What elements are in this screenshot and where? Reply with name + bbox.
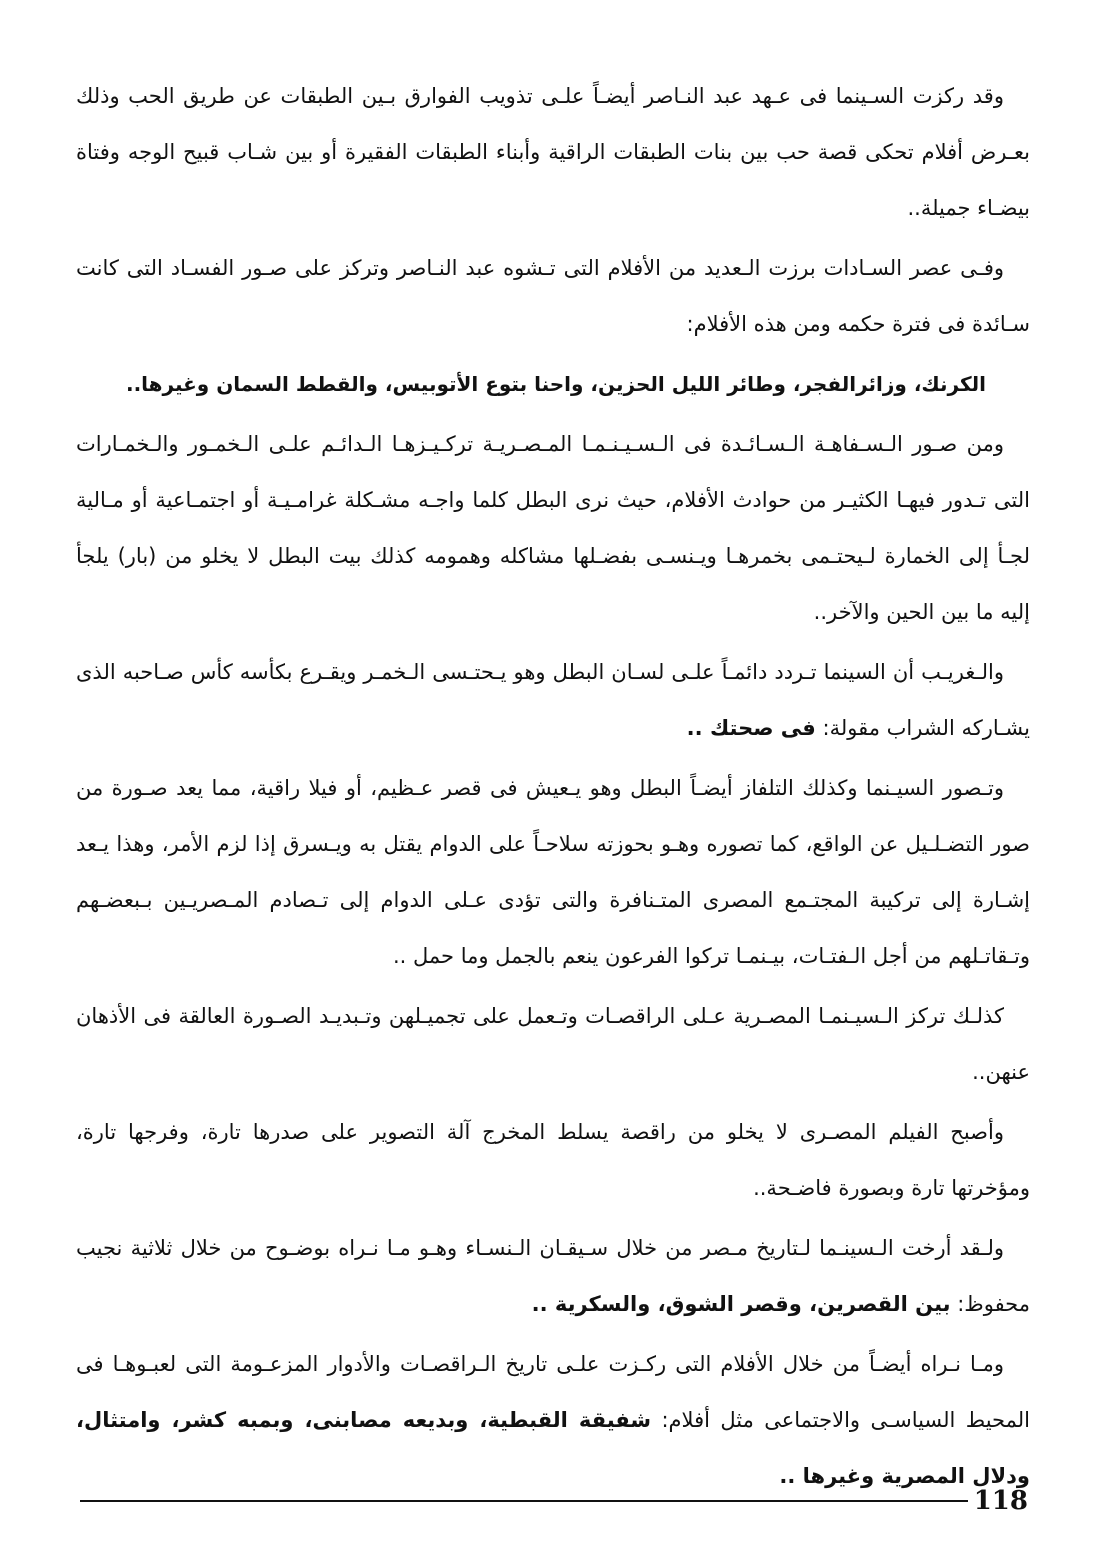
dancer-films-titles: شفيقة القبطية، وبديعه مصابنى، وبمبه كشر، وامتثال، ودلال المصرية وغيرها .. [76,1408,1030,1488]
paragraph-sadat-era: وفـى عصر السـادات برزت الـعديد من الأفلام التى تـشوه عبد النـاصر وتركز على صـور الفسـاد التى كانت سـائدة فى فترة حكمه ومن هذه الأفلام: [76,256,1030,336]
toast-phrase: فى صحتك .. [686,716,816,740]
paragraph-camera: وأصبح الفيلم المصـرى لا يخلو من راقصة يسلط المخرج آلة التصوير على صدرها تارة، وفرجها تارة، ومؤخرتها تارة وبصورة فاضـحة.. [76,1120,1030,1200]
paragraph-nasser-era: وقد ركزت السـينما فى عـهد عبد النـاصر أيضـاً علـى تذويب الفوارق بـين الطبقات عن طريق الحب وذلك بعـرض أفلام تحكى قصة حب بين بنات الطبقات الراقية وأبناء الطبقات الفقيرة أو بين شـاب قبيح الوجه وفتاة بيضـاء جميلة.. [76,84,1030,220]
page-body [76,68,1030,1508]
paragraph-alcohol: ومن صـور الـسـفاهـة الـسـائـدة فى الـسـيـنـمـا المـصـريـة تركـيـزهـا الـدائـم علـى الـخمـور والـخمـارات التى تـدور فيهـا الكثيـر من حوادث الأفلام، حيث نرى البطل كلما واجـه مشـكلة غرامـيـة أو اجتمـاعية أو مـالية لجـأ إلى الخمارة لـيحتـمى بخمرهـا ويـنسـى بفضـلها مشاكله وهمومه كذلك بيت البطل لا يخلو من (بار) يلجأ إليه ما بين الحين والآخر.. [76,432,1030,624]
trilogy-titles: بين القصرين، وقصر الشوق، والسكرية .. [531,1292,951,1316]
paragraph-palace: وتـصور السيـنما وكذلك التلفاز أيضـاً البطل وهو يـعيش فى قصر عـظيم، أو فيلا راقية، مما يعد صـورة من صور التضـلـيل عن الواقع، كما تصوره وهـو بحوزته سلاحـاً على الدوام يقتل به ويـسرق إذا لزم الأمر، وهذا يـعد إشـارة إلى تركيبة المجتـمع المصرى المتـنافرة والتى تؤدى عـلى الدوام إلى تـصادم المـصريـين بـبعضـهم وتـقاتـلهم من أجل الـفتـات، بيـنمـا تركوا الفرعون ينعم بالجمل وما حمل .. [76,776,1030,968]
page-number: 118 [973,1486,1028,1516]
page-footer [80,1486,1028,1516]
dancer-films-intro: ومـا نـراه أيضـاً من خلال الأفلام التى ركـزت علـى تاريخ الـراقصـات والأدوار المزعـومة التى لعبـوهـا فى المحيط السياسـى والاجتماعى مثل أفلام: [76,1352,1030,1432]
paragraph-trilogy [76,1220,1030,1332]
footer-rule [80,1500,968,1502]
paragraph-toast [76,644,1030,756]
paragraph-dancer-films [76,1336,1030,1504]
trilogy-intro: ولـقد أرخت الـسينـما لـتاريخ مـصر من خلال سـيقـان الـنسـاء وهـو مـا نـراه بوضـوح من خلال ثلاثية نجيب محفوظ: [76,1236,1030,1316]
films-list-line: الكرنك، وزائرالفجر، وطائر الليل الحزين، واحنا بتوع الأتوبيس، والقطط السمان وغيرها.. [125,372,986,396]
paragraph-dancers: كذلـك تركز الـسيـنمـا المصـرية عـلى الراقصـات وتـعمل على تجميـلهن وتـبديـد الصـورة العالقة فى الأذهان عنهن.. [76,1004,1030,1084]
toast-intro: والـغريـب أن السينما تـردد دائمـاً علـى لسـان البطل وهو يـحتـسى الـخمـر ويقـرع بكأسه كأس صـاحبه الذى يشـاركه الشراب مقولة: [76,660,1030,740]
